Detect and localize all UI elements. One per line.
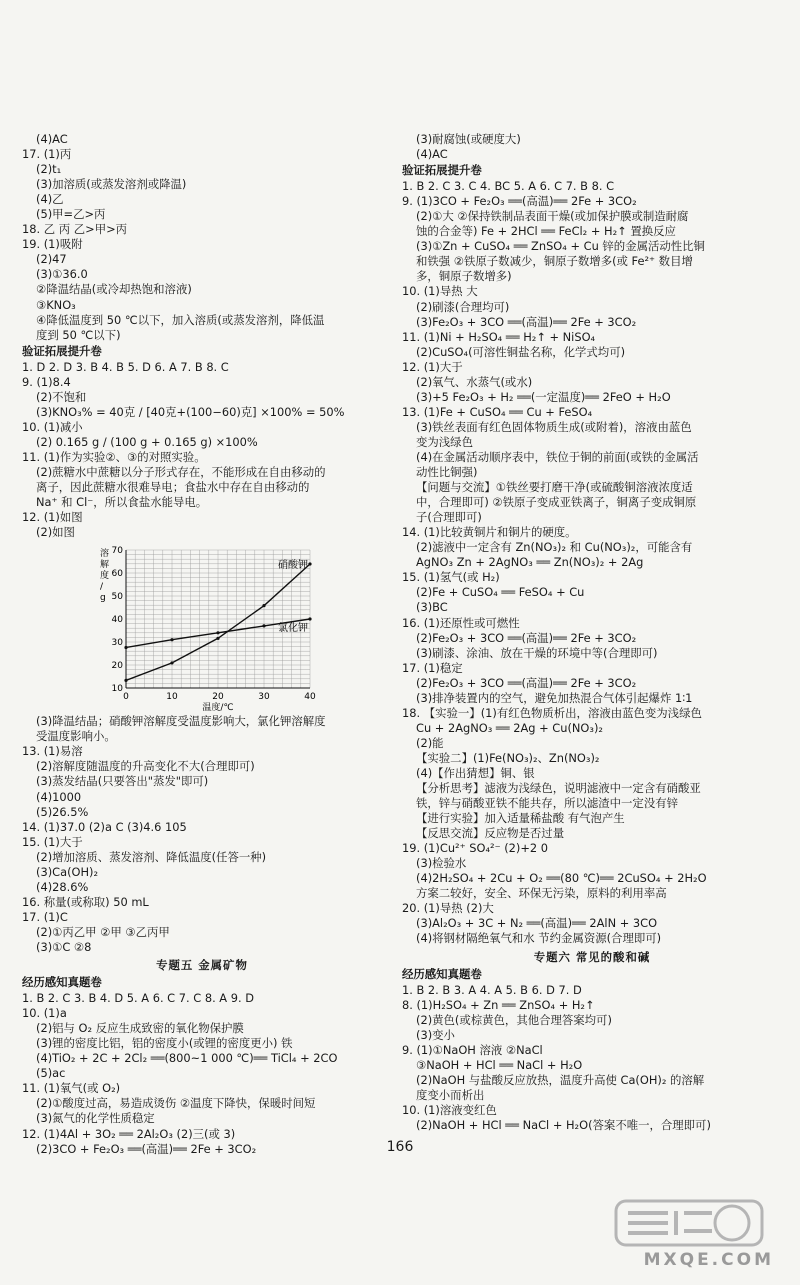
watermark — [610, 1195, 780, 1275]
answer-line: (2)能 — [416, 735, 444, 750]
answer-line: (2)t₁ — [36, 162, 62, 177]
answer-line: 19. (1)吸附 — [22, 237, 83, 252]
answer-line: (3)耐腐蚀(或硬度大) — [416, 132, 521, 146]
answer-line: (3)刷漆、涂油、放在干燥的环境中等(合理即可) — [416, 645, 658, 660]
answer-line: (5)甲=乙>丙 — [36, 207, 106, 222]
answer-line: 9. (1)①NaOH 溶液 ②NaCl — [402, 1042, 543, 1057]
answer-line: (3)①36.0 — [36, 267, 88, 282]
answer-line: 10. (1)导热 大 — [402, 284, 478, 299]
answer-line: (3)①C ②8 — [36, 939, 92, 954]
data-point — [262, 604, 265, 607]
answer-line: (3)排净装置内的空气，避免加热混合气体引起爆炸 1∶1 — [416, 690, 693, 705]
answer-line: 12. (1)4Al + 3O₂ ══ 2Al₂O₃ (2)三(或 3) — [22, 1126, 236, 1141]
data-point — [124, 646, 127, 649]
y-tick-label: 70 — [111, 546, 123, 557]
chart-container — [92, 542, 322, 712]
answer-line: 1. B 2. B 3. A 4. A 5. B 6. D 7. D — [402, 982, 582, 997]
answer-line: (4)将钢材隔绝氧气和水 节约金属资源(合理即可) — [416, 931, 662, 946]
answer-line: (2)①酸度过高，易造成烫伤 ②温度下降快，保暖时间短 — [36, 1096, 316, 1111]
answer-line: 14. (1)比较黄铜片和铜片的硬度。 — [402, 525, 577, 540]
answer-line: 动性比铜强) — [416, 465, 478, 480]
answer-line: 度到 50 ℃以下) — [36, 327, 121, 342]
answer-line: (2)47 — [36, 252, 67, 267]
answer-line: (3)BC — [416, 600, 448, 615]
answer-line: (2)①丙乙甲 ②甲 ③乙丙甲 — [36, 924, 170, 939]
x-axis-label: 温度/℃ — [202, 703, 234, 713]
answer-line: ④降低温度到 50 ℃以下，加入溶质(或蒸发溶剂，降低温 — [36, 312, 325, 327]
y-tick-label: 60 — [111, 569, 123, 580]
answer-line: (2)①大 ②保持铁制品表面干燥(或加保护膜或制造耐腐 — [416, 209, 689, 224]
answer-line: (3)降温结晶；硝酸钾溶解度受温度影响大，氯化钾溶解度 — [36, 714, 326, 729]
answer-line: 10. (1)a — [22, 1006, 67, 1021]
answer-line: 17. (1)丙 — [22, 147, 72, 162]
answer-line: 10. (1)减小 — [22, 419, 83, 434]
answer-line: (2)黄色(或棕黄色，其他合理答案均可) — [416, 1012, 612, 1027]
answer-line: (2)NaOH + HCl ══ NaCl + H₂O(答案不唯一，合理即可) — [416, 1118, 711, 1133]
y-tick-label: 40 — [111, 615, 123, 626]
answer-line: (3)锂的密度比铝，铝的密度小(或锂的密度更小) 铁 — [36, 1036, 293, 1051]
answer-line: 【反思交流】反应物是否过量 — [416, 826, 565, 841]
answer-line: (5)ac — [36, 1066, 66, 1081]
watermark-text: MXQE.COM — [643, 1249, 774, 1270]
answer-line: 中，合理即可) ②铁原子变成亚铁离子，铜离子变成铜原 — [416, 495, 697, 510]
data-point — [308, 618, 311, 621]
answer-line: (3)①Zn + CuSO₄ ══ ZnSO₄ + Cu 锌的金属活动性比铜 — [416, 239, 705, 254]
answer-line: 13. (1)Fe + CuSO₄ ══ Cu + FeSO₄ — [402, 404, 593, 419]
answer-line: 11. (1)氧气(或 O₂) — [22, 1081, 121, 1096]
x-tick-label: 10 — [166, 692, 178, 703]
data-point — [170, 662, 173, 665]
answer-line: (2)NaOH 与盐酸反应放热，温度升高使 Ca(OH)₂ 的溶解 — [416, 1072, 705, 1087]
answer-line: (2)氧气、水蒸气(或水) — [416, 374, 533, 389]
series-label: 氯化钾 — [278, 623, 308, 635]
answer-line: (2)滤液中一定含有 Zn(NO₃)₂ 和 Cu(NO₃)₂，可能含有 — [416, 540, 693, 555]
answer-line: (2)Fe₂O₃ + 3CO ══(高温)══ 2Fe + 3CO₂ — [416, 630, 637, 645]
answer-line: (2)增加溶质、蒸发溶剂、降低温度(任答一种) — [36, 849, 267, 864]
y-tick-label: 50 — [111, 592, 123, 603]
data-point — [216, 631, 219, 634]
left-column — [22, 132, 382, 1157]
watermark-logo-icon — [614, 1197, 764, 1249]
answer-line: 度变小而析出 — [416, 1087, 485, 1102]
answer-line: (4)AC — [36, 132, 68, 146]
answer-line: (3)Fe₂O₃ + 3CO ══(高温)══ 2Fe + 3CO₂ — [416, 314, 637, 329]
answer-line: 1. B 2. C 3. B 4. D 5. A 6. C 7. C 8. A 9. D — [22, 991, 254, 1006]
answer-line: 受温度影响小。 — [36, 729, 116, 744]
answer-line: 【问题与交流】①铁丝要打磨干净(或硫酸铜溶液浓度适 — [416, 480, 693, 495]
section-title: 经历感知真题卷 — [402, 966, 482, 981]
answer-line: (4)在金属活动顺序表中，铁位于铜的前面(或铁的金属活 — [416, 449, 699, 464]
answer-line: 方案二较好，安全、环保无污染，原料的利用率高 — [416, 886, 667, 901]
page-number: 166 — [386, 1139, 414, 1155]
answer-line: (2)刷漆(合理均可) — [416, 299, 510, 314]
answer-line: (3)蒸发结晶(只要答出"蒸发"即可) — [36, 774, 209, 789]
answer-line: 铁，锌与硝酸亚铁不能共存，所以滤渣中一定没有锌 — [416, 796, 678, 811]
answer-line: 17. (1)稳定 — [402, 660, 463, 675]
series-label: 硝酸钾 — [278, 560, 308, 572]
answer-line: 18. 【实验一】(1)有红色物质析出，溶液由蓝色变为浅绿色 — [402, 705, 702, 720]
answer-line: (2)Fe₂O₃ + 3CO ══(高温)══ 2Fe + 3CO₂ — [416, 675, 637, 690]
x-tick-label: 30 — [258, 692, 270, 703]
answer-line: 15. (1)大于 — [22, 834, 83, 849]
answer-line: (2)3CO + Fe₂O₃ ══(高温)══ 2Fe + 3CO₂ — [36, 1141, 257, 1156]
section-title: 经历感知真题卷 — [22, 975, 102, 990]
answer-line: (3)+5 Fe₂O₃ + H₂ ══(一定温度)══ 2FeO + H₂O — [416, 389, 671, 404]
answer-line: 子(合理即可) — [416, 510, 482, 525]
answer-line: 变为浅绿色 — [416, 434, 473, 449]
x-tick-label: 40 — [304, 692, 316, 703]
data-point — [262, 625, 265, 628]
answer-line: 11. (1)Ni + H₂SO₄ ══ H₂↑ + NiSO₄ — [402, 329, 596, 344]
answer-line: AgNO₃ Zn + 2AgNO₃ ══ Zn(NO₃)₂ + 2Ag — [416, 555, 644, 570]
answer-line: 20. (1)导热 (2)大 — [402, 901, 494, 916]
answer-line: 16. (1)还原性或可燃性 — [402, 615, 520, 630]
y-tick-label: 10 — [111, 684, 123, 695]
answer-line: 13. (1)易溶 — [22, 744, 83, 759]
x-tick-label: 20 — [212, 692, 224, 703]
solubility-chart — [92, 542, 322, 712]
answer-line: (3)Ca(OH)₂ — [36, 864, 99, 879]
data-point — [216, 637, 219, 640]
answer-line: 9. (1)8.4 — [22, 374, 71, 389]
answer-line: (2)CuSO₄(可溶性铜盐名称，化学式均可) — [416, 344, 626, 359]
y-tick-label: 30 — [111, 638, 123, 649]
answer-line: (2)铝与 O₂ 反应生成致密的氧化物保护膜 — [36, 1021, 244, 1036]
answer-line: 【实验二】(1)Fe(NO₃)₂、Zn(NO₃)₂ — [416, 750, 600, 765]
answer-line: 1. D 2. D 3. B 4. B 5. D 6. A 7. B 8. C — [22, 359, 229, 374]
data-point — [124, 679, 127, 682]
section-title: 验证拓展提升卷 — [22, 343, 102, 358]
answer-line: (4)【作出猜想】铜、银 — [416, 765, 535, 780]
answer-line: ③NaOH + HCl ══ NaCl + H₂O — [416, 1057, 583, 1072]
answer-line: 15. (1)氢气(或 H₂) — [402, 570, 500, 585]
answer-line: ③KNO₃ — [36, 297, 76, 312]
answer-line: (2)蔗糖水中蔗糖以分子形式存在，不能形成在自由移动的 — [36, 465, 326, 480]
answer-line: (4)TiO₂ + 2C + 2Cl₂ ══(800~1 000 ℃)══ TiCl₄ + 2CO — [36, 1051, 338, 1066]
answer-line: (4)2H₂SO₄ + 2Cu + O₂ ══(80 ℃)══ 2CuSO₄ + 2H₂O — [416, 871, 707, 886]
answer-line: Cu + 2AgNO₃ ══ 2Ag + Cu(NO₃)₂ — [416, 720, 603, 735]
data-point — [308, 563, 311, 566]
answer-line: 17. (1)C — [22, 909, 68, 924]
answer-line: (2) 0.165 g / (100 g + 0.165 g) ×100% — [36, 434, 258, 449]
y-axis-label: 溶解度/ g — [100, 549, 110, 604]
answer-line: 12. (1)大于 — [402, 359, 463, 374]
data-point — [170, 638, 173, 641]
x-tick-label: 0 — [123, 692, 129, 703]
answer-line: 蚀的合金等) Fe + 2HCl ══ FeCl₂ + H₂↑ 置换反应 — [416, 224, 676, 239]
answer-line: (4)乙 — [36, 192, 64, 207]
answer-line: 12. (1)如图 — [22, 510, 83, 525]
answer-line: 14. (1)37.0 (2)a C (3)4.6 105 — [22, 819, 187, 834]
answer-line: (2)溶解度随温度的升高变化不大(合理即可) — [36, 759, 255, 774]
answer-line: (2)如图 — [36, 525, 75, 540]
answer-line: (2)不饱和 — [36, 389, 87, 404]
answer-line: (4)28.6% — [36, 879, 89, 894]
chapter-heading: 专题五 金属矿物 — [156, 958, 248, 973]
answer-line: (2)Fe + CuSO₄ ══ FeSO₄ + Cu — [416, 585, 585, 600]
answer-line: 离子，因此蔗糖水很难导电；食盐水中存在自由移动的 — [36, 480, 310, 495]
answer-line: 8. (1)H₂SO₄ + Zn ══ ZnSO₄ + H₂↑ — [402, 997, 595, 1012]
answer-line: 19. (1)Cu²⁺ SO₄²⁻ (2)+2 0 — [402, 841, 548, 856]
answer-line: (3)铁丝表面有红色固体物质生成(或附着)，溶液由蓝色 — [416, 419, 692, 434]
answer-line: 多，铜原子数增多) — [416, 269, 512, 284]
answer-line: (3)检验水 — [416, 856, 467, 871]
chapter-heading: 专题六 常见的酸和碱 — [533, 949, 651, 964]
answer-line: 11. (1)作为实验②、③的对照实验。 — [22, 449, 206, 464]
answer-line: (4)AC — [416, 147, 448, 162]
answer-line: 9. (1)3CO + Fe₂O₃ ══(高温)══ 2Fe + 3CO₂ — [402, 194, 637, 209]
answer-line: Na⁺ 和 Cl⁻，所以食盐水能导电。 — [36, 495, 208, 510]
answer-line: (3)加溶质(或蒸发溶剂或降温) — [36, 177, 187, 192]
answer-line: 10. (1)溶液变红色 — [402, 1103, 497, 1117]
answer-line: (3)KNO₃% = 40克 / [40克+(100−60)克] ×100% = 50% — [36, 404, 345, 419]
answer-line: 【分析思考】滤液为浅绿色，说明滤液中一定含有硝酸亚 — [416, 781, 701, 796]
y-tick-label: 20 — [111, 661, 123, 672]
right-column — [402, 132, 782, 1133]
answer-line: 16. 称量(或称取) 50 mL — [22, 894, 149, 909]
section-title: 验证拓展提升卷 — [402, 163, 482, 178]
answer-line: (4)1000 — [36, 789, 82, 804]
answer-line: 18. 乙 丙 乙>甲>丙 — [22, 222, 128, 237]
answer-line: (3)Al₂O₃ + 3C + N₂ ══(高温)══ 2AlN + 3CO — [416, 916, 658, 931]
answer-line: (5)26.5% — [36, 804, 89, 819]
answer-line: 和铁强 ②铁原子数减少，铜原子数增多(或 Fe²⁺ 数目增 — [416, 254, 693, 269]
answer-line: 1. B 2. C 3. C 4. BC 5. A 6. C 7. B 8. C — [402, 179, 615, 194]
answer-line: ②降温结晶(或冷却热饱和溶液) — [36, 282, 192, 297]
answer-line: (3)氮气的化学性质稳定 — [36, 1111, 155, 1126]
answer-line: 【进行实验】加入适量稀盐酸 有气泡产生 — [416, 811, 625, 826]
answer-line: (3)变小 — [416, 1027, 455, 1042]
